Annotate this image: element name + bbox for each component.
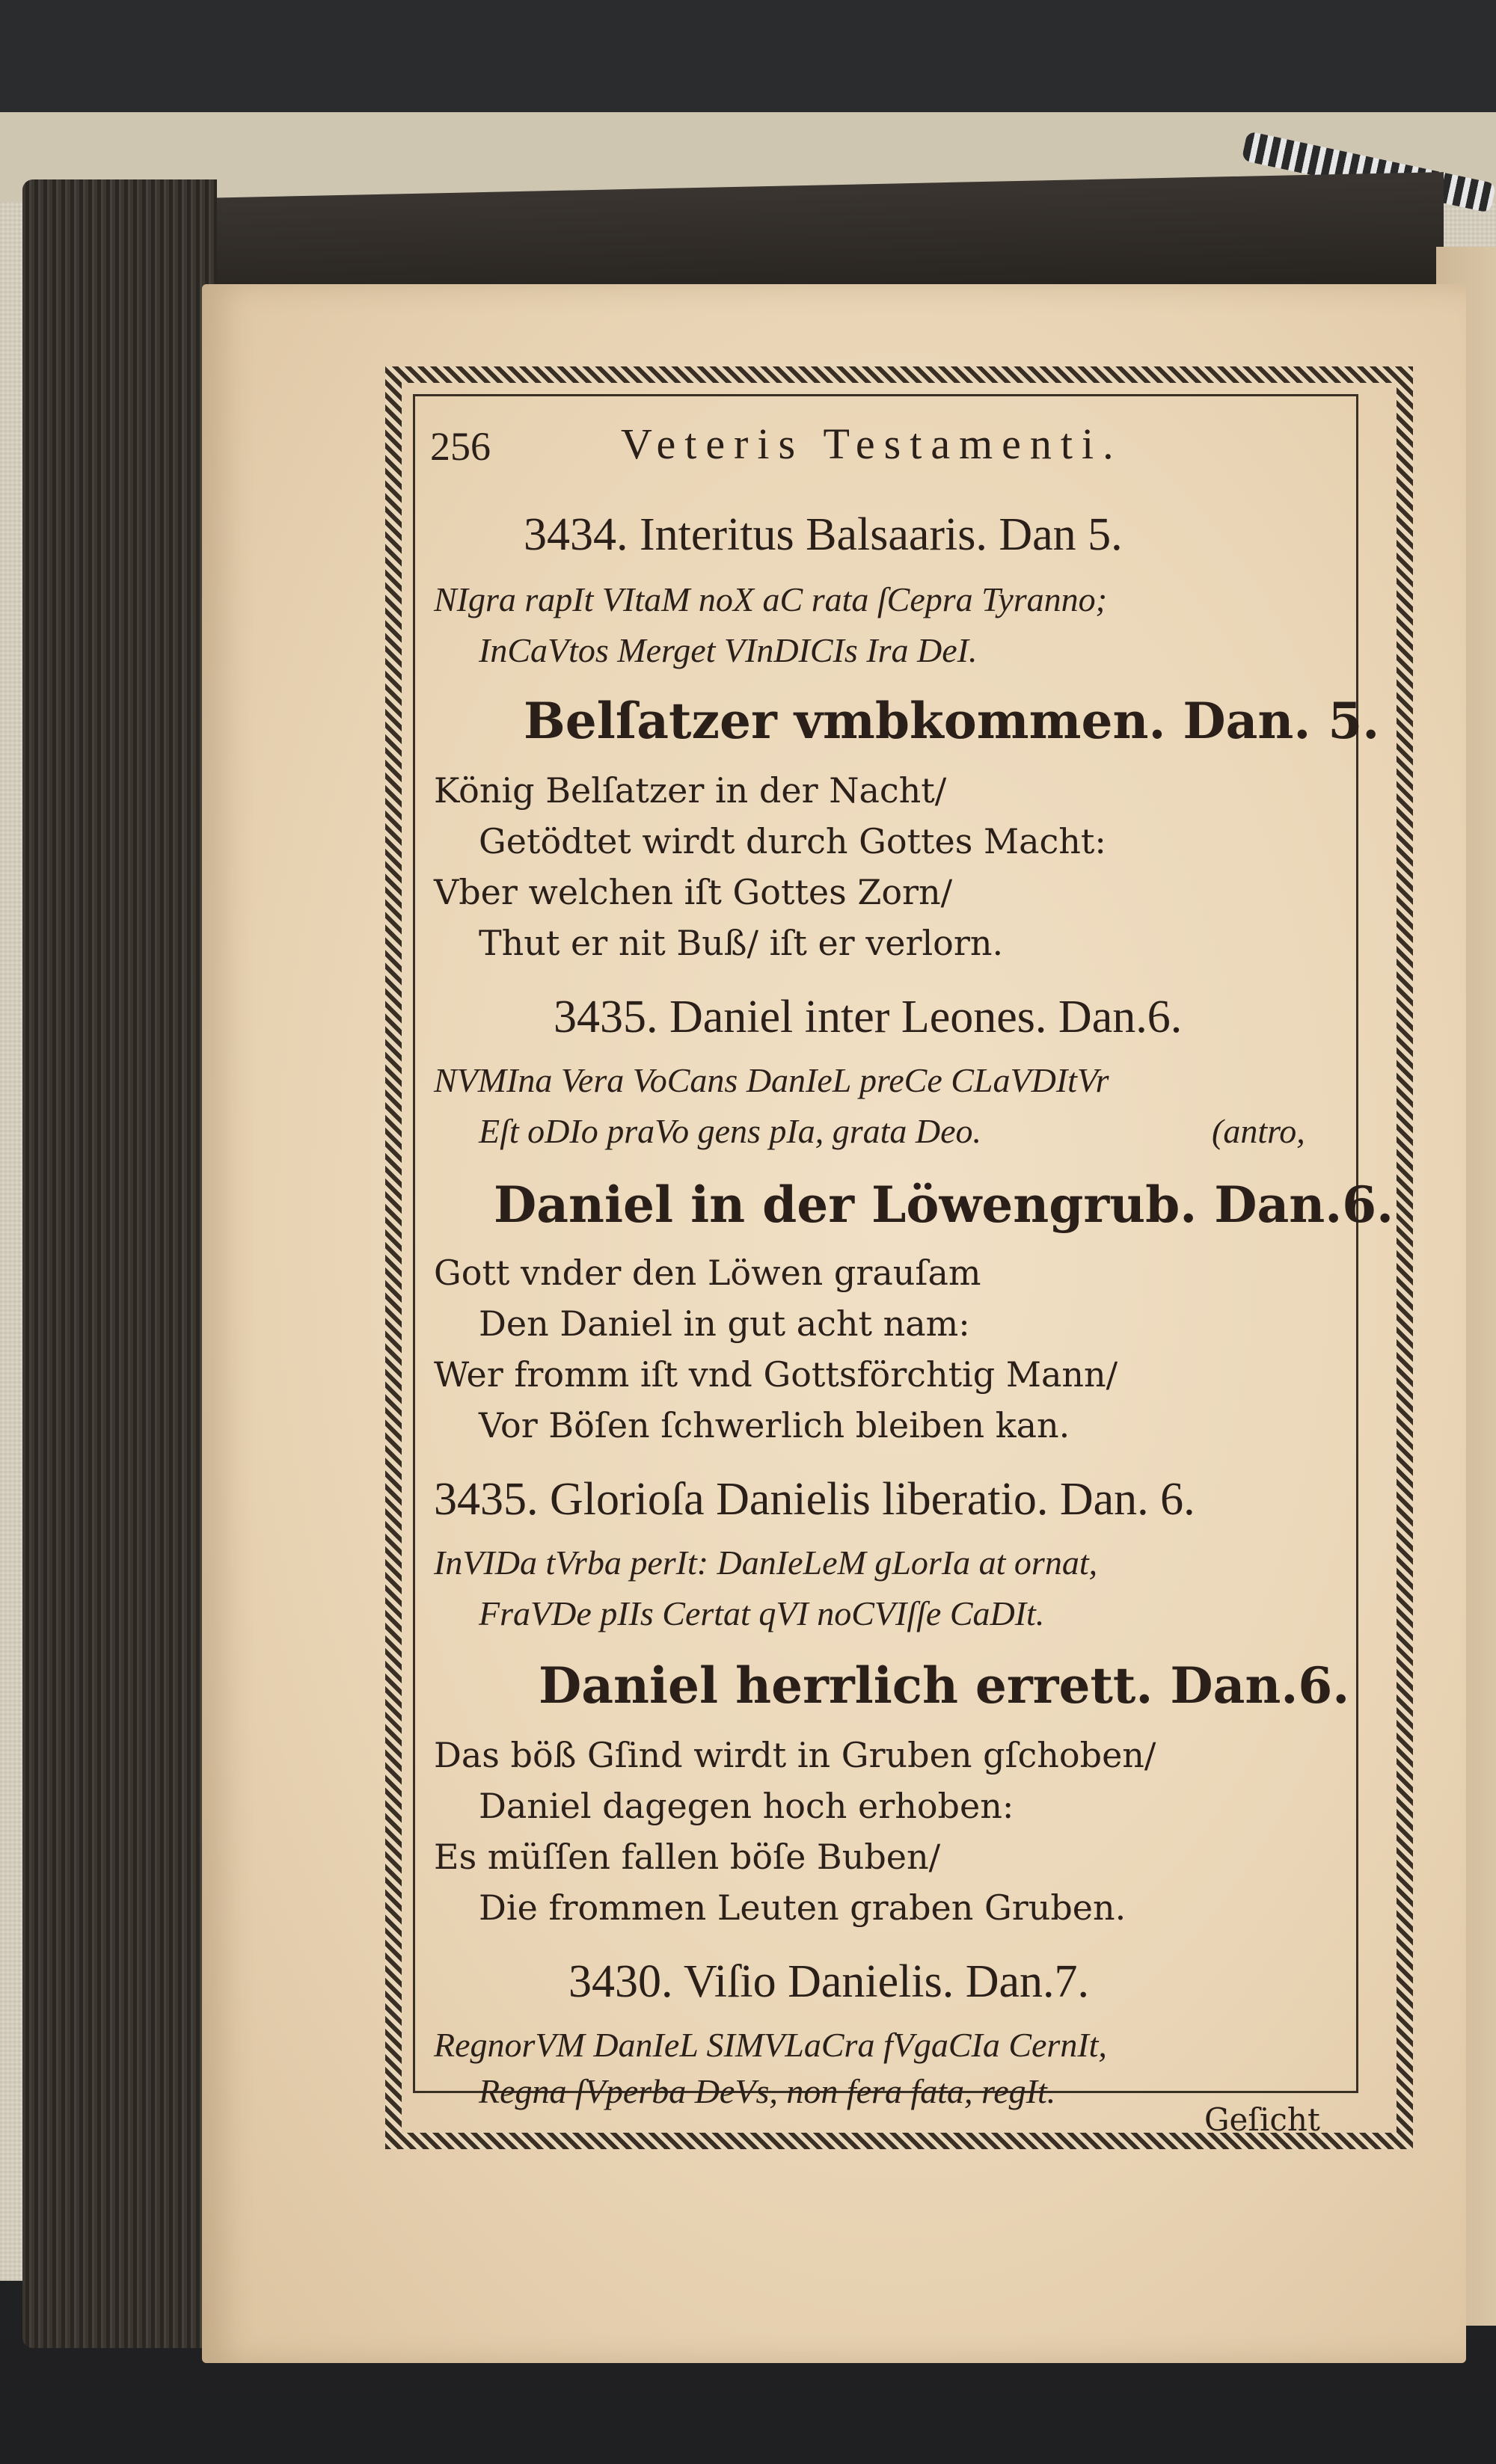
section-heading: 3435. Glorioſa Danielis liberatio. Dan. 6. bbox=[434, 1474, 1195, 1525]
running-head-title: Veteris Testamenti. bbox=[621, 420, 1123, 468]
german-verse-line: Wer fromm iſt vnd Gottsförchtig Mann/ bbox=[434, 1354, 1118, 1395]
section-heading: 3434. Interitus Balsaaris. Dan 5. bbox=[524, 509, 1123, 560]
german-verse-line: Vor Böſen ſchwerlich bleiben kan. bbox=[479, 1405, 1070, 1445]
german-verse-line: Daniel dagegen hoch erhoben: bbox=[479, 1786, 1014, 1826]
german-verse-line: Die frommen Leuten graben Gruben. bbox=[479, 1887, 1126, 1928]
german-verse-line: Es müſſen fallen böſe Buben/ bbox=[434, 1837, 941, 1877]
latin-verse-line: RegnorVM DanIeL SIMVLaCra fVgaCIa CernIt, bbox=[434, 2026, 1107, 2064]
latin-verse-line: FraVDe pIIs Certat qVI noCVIſſe CaDIt. bbox=[479, 1594, 1045, 1632]
catchword: Geſicht bbox=[1204, 2101, 1320, 2138]
german-verse-line: Den Daniel in gut acht nam: bbox=[479, 1303, 970, 1344]
latin-verse-continuation: (antro, bbox=[1212, 1112, 1305, 1150]
latin-verse-line: InCaVtos Merget VInDICIs Ira DeI. bbox=[479, 631, 978, 669]
section-heading: 3435. Daniel inter Leones. Dan.6. bbox=[554, 992, 1183, 1042]
german-verse-line: Thut er nit Buß/ iſt er verlorn. bbox=[479, 923, 1004, 963]
latin-verse-line: NVMIna Vera VoCans DanIeL preCe CLaVDItVr bbox=[434, 1061, 1109, 1099]
book-page-edges bbox=[22, 179, 217, 2348]
german-heading: Belſatzer vmbkommen. Dan. 5. bbox=[524, 692, 1380, 750]
german-heading: Daniel herrlich errett. Dan.6. bbox=[539, 1656, 1350, 1715]
german-verse-line: Gott vnder den Löwen grauſam bbox=[434, 1253, 981, 1293]
german-verse-line: Das böß Gſind wirdt in Gruben gſchoben/ bbox=[434, 1735, 1156, 1775]
german-verse-line: König Belſatzer in der Nacht/ bbox=[434, 770, 947, 811]
latin-verse-line: InVIDa tVrba perIt: DanIeLeM gLorIa at ornat, bbox=[434, 1543, 1098, 1582]
page-number: 256 bbox=[430, 424, 491, 469]
section-heading: 3430. Viſio Danielis. Dan.7. bbox=[568, 1956, 1090, 2007]
latin-verse-line: Eſt oDIo praVo gens pIa, grata Deo. bbox=[479, 1112, 982, 1150]
german-heading: Daniel in der Löwengrub. Dan.6. bbox=[494, 1176, 1394, 1234]
latin-verse-line: Regna ſVperba DeVs, non fera fata, regIt. bbox=[479, 2072, 1056, 2110]
german-verse-line: Vber welchen iſt Gottes Zorn/ bbox=[434, 872, 953, 912]
latin-verse-line: NIgra rapIt VItaM noX aC rata ſCepra Tyranno; bbox=[434, 580, 1107, 618]
german-verse-line: Getödtet wirdt durch Gottes Macht: bbox=[479, 821, 1106, 861]
